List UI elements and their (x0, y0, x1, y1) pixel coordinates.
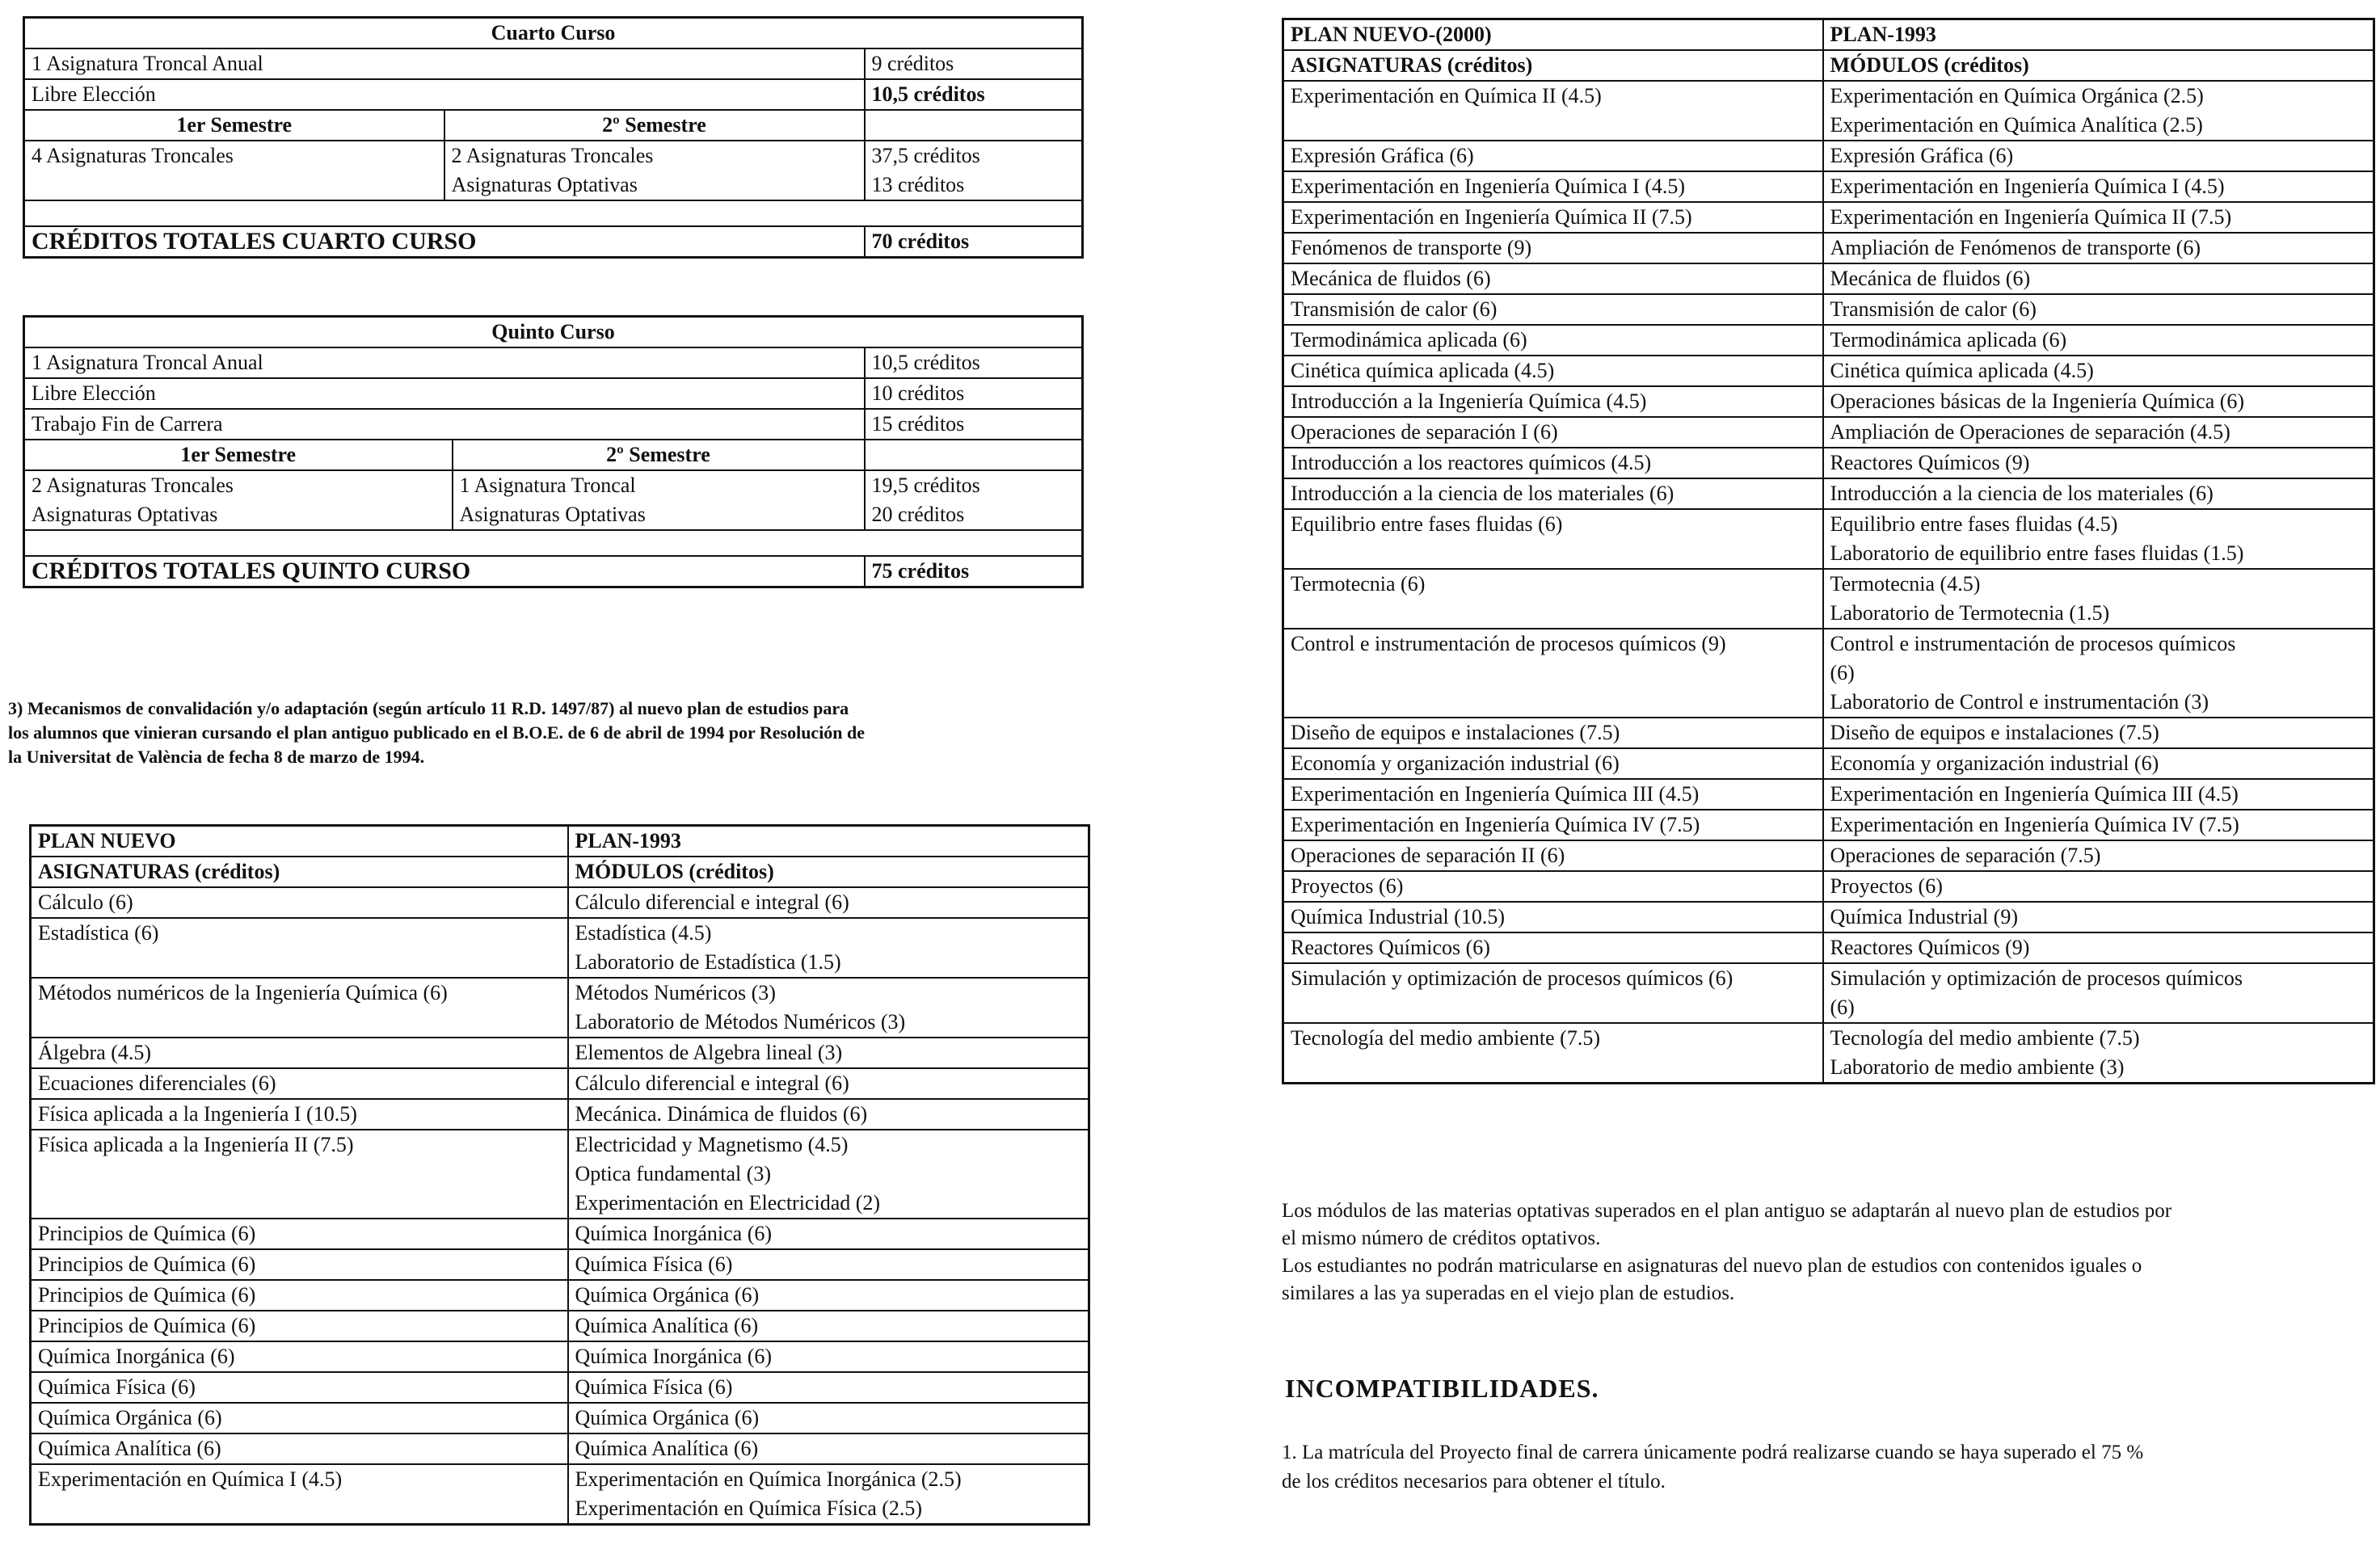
table-row (1283, 902, 2374, 932)
left-modulo-line: Cálculo diferencial e integral (6) (575, 1071, 849, 1095)
left-modulo-cell (568, 1464, 1089, 1525)
right-asignatura-cell: Operaciones de separación I (6) (1283, 417, 1823, 448)
table-row (1283, 629, 2374, 718)
right-asignatura-cell: Química Industrial (10.5) (1283, 902, 1823, 932)
left-asignatura-cell: Química Analítica (6) (31, 1433, 568, 1464)
table-row (1283, 233, 2374, 263)
right-modulo-line: (6) (1830, 996, 1855, 1019)
left-modulo-line: Optica fundamental (3) (575, 1162, 772, 1185)
quinto-sem-credits2: 20 créditos (871, 503, 965, 526)
quinto-sem1-header: 1er Semestre (24, 440, 453, 470)
right-modulo-cell (1823, 779, 2374, 810)
cuarto-sem-credits-cell (865, 141, 1083, 200)
table-row (1283, 448, 2374, 478)
left-modulo-line: Química Inorgánica (6) (575, 1222, 773, 1245)
table-row (31, 1403, 1089, 1433)
table-row (31, 1372, 1089, 1403)
quinto-row2-label: Libre Elección (24, 378, 865, 409)
notes-p2-line1: Los estudiantes no podrán matricularse en asignaturas del nuevo plan de estudios con contenidos iguales o (1282, 1255, 2142, 1277)
table-row (31, 1038, 1089, 1068)
right-asignatura-cell: Expresión Gráfica (6) (1283, 141, 1823, 171)
right-modulo-line: Operaciones básicas de la Ingeniería Química (6) (1830, 389, 2245, 413)
right-asignatura-cell: Equilibrio entre fases fluidas (6) (1283, 509, 1823, 569)
table-row (1283, 569, 2374, 629)
cuarto-row2-label: Libre Elección (24, 79, 865, 110)
right-modulo-cell (1823, 417, 2374, 448)
left-table-body (31, 887, 1089, 1525)
quinto-sem1-line1: 2 Asignaturas Troncales (32, 474, 234, 497)
right-modulo-cell (1823, 748, 2374, 779)
right-modulo-cell (1823, 629, 2374, 718)
left-header-asignaturas: ASIGNATURAS (créditos) (31, 857, 568, 887)
right-modulo-cell (1823, 1023, 2374, 1084)
section3-line3: la Universitat de València de fecha 8 de marzo de 1994. (8, 747, 425, 767)
right-modulo-line: Mecánica de fluidos (6) (1830, 267, 2031, 290)
table-row (1283, 417, 2374, 448)
left-modulo-line: Estadística (4.5) (575, 921, 712, 945)
right-table-body (1283, 81, 2374, 1084)
left-modulo-line: Experimentación en Química Inorgánica (2.5) (575, 1467, 962, 1491)
right-modulo-line: Transmisión de calor (6) (1830, 297, 2037, 321)
table-row (1283, 263, 2374, 294)
right-header-plan-1993: PLAN-1993 (1823, 19, 2374, 51)
right-modulo-cell (1823, 963, 2374, 1023)
right-modulo-line: Reactores Químicos (9) (1830, 451, 2030, 474)
table-row (1283, 871, 2374, 902)
right-modulo-line: Equilibrio entre fases fluidas (4.5) (1830, 512, 2118, 536)
table-row (31, 1280, 1089, 1311)
quinto-sem1-cell (24, 470, 453, 530)
right-asignatura-cell: Cinética química aplicada (4.5) (1283, 356, 1823, 386)
left-asignatura-cell: Álgebra (4.5) (31, 1038, 568, 1068)
left-modulo-line: Química Analítica (6) (575, 1437, 759, 1460)
left-modulo-line: Electricidad y Magnetismo (4.5) (575, 1133, 849, 1156)
quinto-row2-credits: 10 créditos (865, 378, 1083, 409)
right-modulo-cell (1823, 810, 2374, 840)
left-modulo-line: Laboratorio de Métodos Numéricos (3) (575, 1010, 906, 1033)
quinto-row1-label: 1 Asignatura Troncal Anual (24, 347, 865, 378)
right-asignatura-cell: Tecnología del medio ambiente (7.5) (1283, 1023, 1823, 1084)
incompat-item1 (1282, 1438, 2373, 1497)
right-modulo-line: Control e instrumentación de procesos químicos (1830, 632, 2236, 655)
cuarto-sem2-line2: Asignaturas Optativas (451, 173, 638, 196)
right-asignatura-cell: Experimentación en Ingeniería Química IV (7.5) (1283, 810, 1823, 840)
cuarto-sem1-header: 1er Semestre (24, 110, 444, 141)
quinto-sem-empty (865, 440, 1083, 470)
quinto-total-credits: 75 créditos (865, 556, 1083, 587)
table-row (31, 978, 1089, 1038)
right-asignatura-cell: Diseño de equipos e instalaciones (7.5) (1283, 718, 1823, 748)
right-header-asignaturas: ASIGNATURAS (créditos) (1283, 50, 1823, 81)
left-modulo-line: Química Orgánica (6) (575, 1283, 760, 1307)
left-asignatura-cell: Experimentación en Química I (4.5) (31, 1464, 568, 1525)
right-asignatura-cell: Termodinámica aplicada (6) (1283, 325, 1823, 356)
right-modulo-line: Laboratorio de Termotecnia (1.5) (1830, 601, 2110, 625)
right-asignatura-cell: Introducción a los reactores químicos (4.5) (1283, 448, 1823, 478)
left-header-modulos: MÓDULOS (créditos) (568, 857, 1089, 887)
left-modulo-cell (568, 1068, 1089, 1099)
right-modulo-line: Experimentación en Ingeniería Química IV (7.5) (1830, 813, 2239, 836)
right-modulo-cell (1823, 294, 2374, 325)
cuarto-sem-credits1: 37,5 créditos (871, 144, 980, 167)
right-modulo-line: Introducción a la ciencia de los materiales (6) (1830, 482, 2214, 505)
cuarto-total-label: CRÉDITOS TOTALES CUARTO CURSO (24, 226, 865, 258)
left-equivalence-table (29, 824, 1090, 1526)
quinto-row3-label: Trabajo Fin de Carrera (24, 409, 865, 440)
left-modulo-line: Química Física (6) (575, 1375, 733, 1399)
cuarto-row1-credits: 9 créditos (865, 48, 1083, 79)
right-asignatura-cell: Termotecnia (6) (1283, 569, 1823, 629)
table-row (1283, 81, 2374, 141)
left-asignatura-cell: Física aplicada a la Ingeniería II (7.5) (31, 1130, 568, 1219)
left-modulo-cell (568, 1038, 1089, 1068)
right-modulo-line: (6) (1830, 661, 1855, 684)
right-modulo-cell (1823, 718, 2374, 748)
section3-line2: los alumnos que vinieran cursando el plan antiguo publicado en el B.O.E. de 6 de abril de 1994 por Resolución de (8, 722, 866, 743)
incompat-item1-line2: de los créditos necesarios para obtener el título. (1282, 1471, 1666, 1492)
table-row (31, 1341, 1089, 1372)
cuarto-row2-credits: 10,5 créditos (865, 79, 1083, 110)
right-modulo-line: Química Industrial (9) (1830, 905, 2018, 928)
table-row (31, 1219, 1089, 1249)
quinto-sem2-cell (453, 470, 865, 530)
left-header-plan-nuevo: PLAN NUEVO (31, 826, 568, 857)
right-asignatura-cell: Reactores Químicos (6) (1283, 932, 1823, 963)
left-asignatura-cell: Ecuaciones diferenciales (6) (31, 1068, 568, 1099)
cuarto-curso-table (23, 16, 1084, 259)
right-modulo-line: Ampliación de Operaciones de separación (4.5) (1830, 420, 2230, 444)
table-row (31, 1433, 1089, 1464)
table-row (1283, 1023, 2374, 1084)
right-modulo-cell (1823, 932, 2374, 963)
left-modulo-cell (568, 1280, 1089, 1311)
left-modulo-line: Laboratorio de Estadística (1.5) (575, 950, 841, 974)
right-asignatura-cell: Fenómenos de transporte (9) (1283, 233, 1823, 263)
notes-p2-line2: similares a las ya superadas en el viejo plan de estudios. (1282, 1282, 1735, 1304)
cuarto-sem2-line1: 2 Asignaturas Troncales (451, 144, 654, 167)
table-row (1283, 779, 2374, 810)
cuarto-sem1-cell (24, 141, 444, 200)
table-row (1283, 718, 2374, 748)
right-header-modulos: MÓDULOS (créditos) (1823, 50, 2374, 81)
left-asignatura-cell: Química Física (6) (31, 1372, 568, 1403)
quinto-spacer-row (24, 530, 1083, 556)
table-row (1283, 356, 2374, 386)
right-modulo-cell (1823, 478, 2374, 509)
left-modulo-cell (568, 1219, 1089, 1249)
right-asignatura-cell: Economía y organización industrial (6) (1283, 748, 1823, 779)
quinto-sem-credits-cell (865, 470, 1083, 530)
table-row (1283, 748, 2374, 779)
right-modulo-line: Diseño de equipos e instalaciones (7.5) (1830, 721, 2159, 744)
quinto-row3-credits: 15 créditos (865, 409, 1083, 440)
left-modulo-cell (568, 1433, 1089, 1464)
right-asignatura-cell: Introducción a la Ingeniería Química (4.5) (1283, 386, 1823, 417)
table-row (31, 1249, 1089, 1280)
right-asignatura-cell: Mecánica de fluidos (6) (1283, 263, 1823, 294)
table-row (1283, 963, 2374, 1023)
right-asignatura-cell: Experimentación en Ingeniería Química I (4.5) (1283, 171, 1823, 202)
left-modulo-line: Elementos de Algebra lineal (3) (575, 1041, 843, 1064)
cuarto-row1-label: 1 Asignatura Troncal Anual (24, 48, 865, 79)
quinto-sem2-header: 2º Semestre (453, 440, 865, 470)
right-modulo-cell (1823, 509, 2374, 569)
table-row (31, 1464, 1089, 1525)
right-asignatura-cell: Experimentación en Química II (4.5) (1283, 81, 1823, 141)
incompatibilidades-heading: INCOMPATIBILIDADES. (1285, 1374, 1599, 1403)
cuarto-sem1-line: 4 Asignaturas Troncales (32, 144, 234, 167)
right-modulo-cell (1823, 448, 2374, 478)
table-row (31, 1130, 1089, 1219)
left-modulo-line: Mecánica. Dinámica de fluidos (6) (575, 1102, 868, 1126)
table-row (1283, 141, 2374, 171)
right-asignatura-cell: Experimentación en Ingeniería Química III (4.5) (1283, 779, 1823, 810)
left-modulo-line: Cálculo diferencial e integral (6) (575, 890, 849, 914)
right-modulo-line: Experimentación en Química Analítica (2.5) (1830, 113, 2203, 137)
right-modulo-cell (1823, 81, 2374, 141)
table-row (1283, 294, 2374, 325)
table-row (1283, 509, 2374, 569)
table-row (31, 1311, 1089, 1341)
table-row (1283, 478, 2374, 509)
notes-p1-line1: Los módulos de las materias optativas superados en el plan antiguo se adaptarán al nuevo plan de estudios por (1282, 1200, 2172, 1222)
table-row (31, 1068, 1089, 1099)
section3-paragraph (8, 697, 1091, 769)
section3-line1: 3) Mecanismos de convalidación y/o adaptación (según artículo 11 R.D. 1497/87) al nuevo plan de estudios para (8, 698, 849, 718)
quinto-row1-credits: 10,5 créditos (865, 347, 1083, 378)
quinto-sem2-line1: 1 Asignatura Troncal (459, 474, 636, 497)
right-modulo-line: Expresión Gráfica (6) (1830, 144, 2014, 167)
right-modulo-line: Simulación y optimización de procesos químicos (1830, 966, 2243, 990)
table-row (31, 918, 1089, 978)
right-modulo-line: Tecnología del medio ambiente (7.5) (1830, 1026, 2140, 1050)
table-row (31, 1099, 1089, 1130)
left-modulo-cell (568, 1311, 1089, 1341)
right-asignatura-cell: Proyectos (6) (1283, 871, 1823, 902)
quinto-total-label: CRÉDITOS TOTALES QUINTO CURSO (24, 556, 865, 587)
right-modulo-line: Operaciones de separación (7.5) (1830, 844, 2101, 867)
table-row (1283, 840, 2374, 871)
right-modulo-cell (1823, 871, 2374, 902)
left-modulo-cell (568, 978, 1089, 1038)
right-asignatura-cell: Experimentación en Ingeniería Química II (7.5) (1283, 202, 1823, 233)
right-modulo-line: Proyectos (6) (1830, 874, 1943, 898)
cuarto-sem2-cell (444, 141, 865, 200)
left-asignatura-cell: Principios de Química (6) (31, 1311, 568, 1341)
right-modulo-line: Termotecnia (4.5) (1830, 572, 1981, 596)
left-modulo-cell (568, 1130, 1089, 1219)
left-asignatura-cell: Química Inorgánica (6) (31, 1341, 568, 1372)
quinto-sem1-line2: Asignaturas Optativas (32, 503, 218, 526)
right-modulo-line: Laboratorio de equilibrio entre fases fluidas (1.5) (1830, 541, 2244, 565)
quinto-sem2-line2: Asignaturas Optativas (459, 503, 646, 526)
left-modulo-line: Experimentación en Química Física (2.5) (575, 1497, 923, 1520)
left-modulo-cell (568, 1403, 1089, 1433)
quinto-sem-credits1: 19,5 créditos (871, 474, 980, 497)
left-asignatura-cell: Principios de Química (6) (31, 1280, 568, 1311)
cuarto-total-credits: 70 créditos (865, 226, 1083, 258)
right-modulo-line: Ampliación de Fenómenos de transporte (6) (1830, 236, 2201, 259)
right-modulo-cell (1823, 386, 2374, 417)
right-modulo-line: Cinética química aplicada (4.5) (1830, 359, 2094, 382)
left-asignatura-cell: Principios de Química (6) (31, 1219, 568, 1249)
right-modulo-line: Laboratorio de Control e instrumentación (3) (1830, 690, 2209, 714)
right-modulo-line: Reactores Químicos (9) (1830, 936, 2030, 959)
right-asignatura-cell: Simulación y optimización de procesos químicos (6) (1283, 963, 1823, 1023)
left-modulo-cell (568, 1341, 1089, 1372)
table-row (1283, 325, 2374, 356)
left-asignatura-cell: Física aplicada a la Ingeniería I (10.5) (31, 1099, 568, 1130)
left-asignatura-cell: Métodos numéricos de la Ingeniería Química (6) (31, 978, 568, 1038)
right-modulo-cell (1823, 325, 2374, 356)
left-asignatura-cell: Principios de Química (6) (31, 1249, 568, 1280)
right-modulo-cell (1823, 202, 2374, 233)
right-modulo-cell (1823, 233, 2374, 263)
right-modulo-line: Experimentación en Ingeniería Química I (4.5) (1830, 175, 2225, 198)
right-asignatura-cell: Introducción a la ciencia de los materiales (6) (1283, 478, 1823, 509)
notes-p1-line2: el mismo número de créditos optativos. (1282, 1227, 1601, 1249)
cuarto-sem-empty (865, 110, 1083, 141)
left-asignatura-cell: Química Orgánica (6) (31, 1403, 568, 1433)
left-modulo-cell (568, 887, 1089, 918)
cuarto-curso-title: Cuarto Curso (24, 18, 1083, 49)
left-modulo-line: Química Inorgánica (6) (575, 1345, 773, 1368)
right-modulo-cell (1823, 569, 2374, 629)
right-asignatura-cell: Control e instrumentación de procesos químicos (9) (1283, 629, 1823, 718)
left-header-plan-1993: PLAN-1993 (568, 826, 1089, 857)
incompat-item1-line1: 1. La matrícula del Proyecto final de carrera únicamente podrá realizarse cuando se haya superado el 75 % (1282, 1442, 2144, 1463)
right-modulo-line: Experimentación en Ingeniería Química II (7.5) (1830, 205, 2232, 229)
cuarto-spacer-row (24, 200, 1083, 226)
table-row (31, 887, 1089, 918)
left-modulo-cell (568, 1099, 1089, 1130)
table-row (1283, 202, 2374, 233)
right-modulo-line: Termodinámica aplicada (6) (1830, 328, 2067, 352)
right-modulo-line: Experimentación en Química Orgánica (2.5) (1830, 84, 2204, 107)
quinto-curso-title: Quinto Curso (24, 317, 1083, 348)
left-modulo-line: Química Física (6) (575, 1252, 733, 1276)
left-modulo-cell (568, 1249, 1089, 1280)
table-row (1283, 932, 2374, 963)
left-modulo-line: Química Analítica (6) (575, 1314, 759, 1337)
table-row (1283, 810, 2374, 840)
notes-block (1282, 1198, 2373, 1307)
right-asignatura-cell: Transmisión de calor (6) (1283, 294, 1823, 325)
right-modulo-cell (1823, 356, 2374, 386)
left-modulo-cell (568, 1372, 1089, 1403)
left-modulo-line: Métodos Numéricos (3) (575, 981, 776, 1004)
right-modulo-line: Laboratorio de medio ambiente (3) (1830, 1055, 2125, 1079)
right-asignatura-cell: Operaciones de separación II (6) (1283, 840, 1823, 871)
left-asignatura-cell: Cálculo (6) (31, 887, 568, 918)
table-row (1283, 386, 2374, 417)
right-modulo-cell (1823, 141, 2374, 171)
left-asignatura-cell: Estadística (6) (31, 918, 568, 978)
cuarto-sem-credits2: 13 créditos (871, 173, 965, 196)
left-modulo-line: Experimentación en Electricidad (2) (575, 1191, 881, 1214)
cuarto-sem2-header: 2º Semestre (444, 110, 865, 141)
right-modulo-line: Economía y organización industrial (6) (1830, 751, 2159, 775)
left-modulo-line: Química Orgánica (6) (575, 1406, 760, 1429)
right-modulo-cell (1823, 902, 2374, 932)
right-modulo-cell (1823, 263, 2374, 294)
right-modulo-cell (1823, 171, 2374, 202)
quinto-curso-table (23, 315, 1084, 588)
right-modulo-line: Experimentación en Ingeniería Química III (4.5) (1830, 782, 2239, 806)
right-modulo-cell (1823, 840, 2374, 871)
right-equivalence-table (1282, 18, 2375, 1084)
left-modulo-cell (568, 918, 1089, 978)
table-row (1283, 171, 2374, 202)
right-header-plan-nuevo: PLAN NUEVO-(2000) (1283, 19, 1823, 51)
